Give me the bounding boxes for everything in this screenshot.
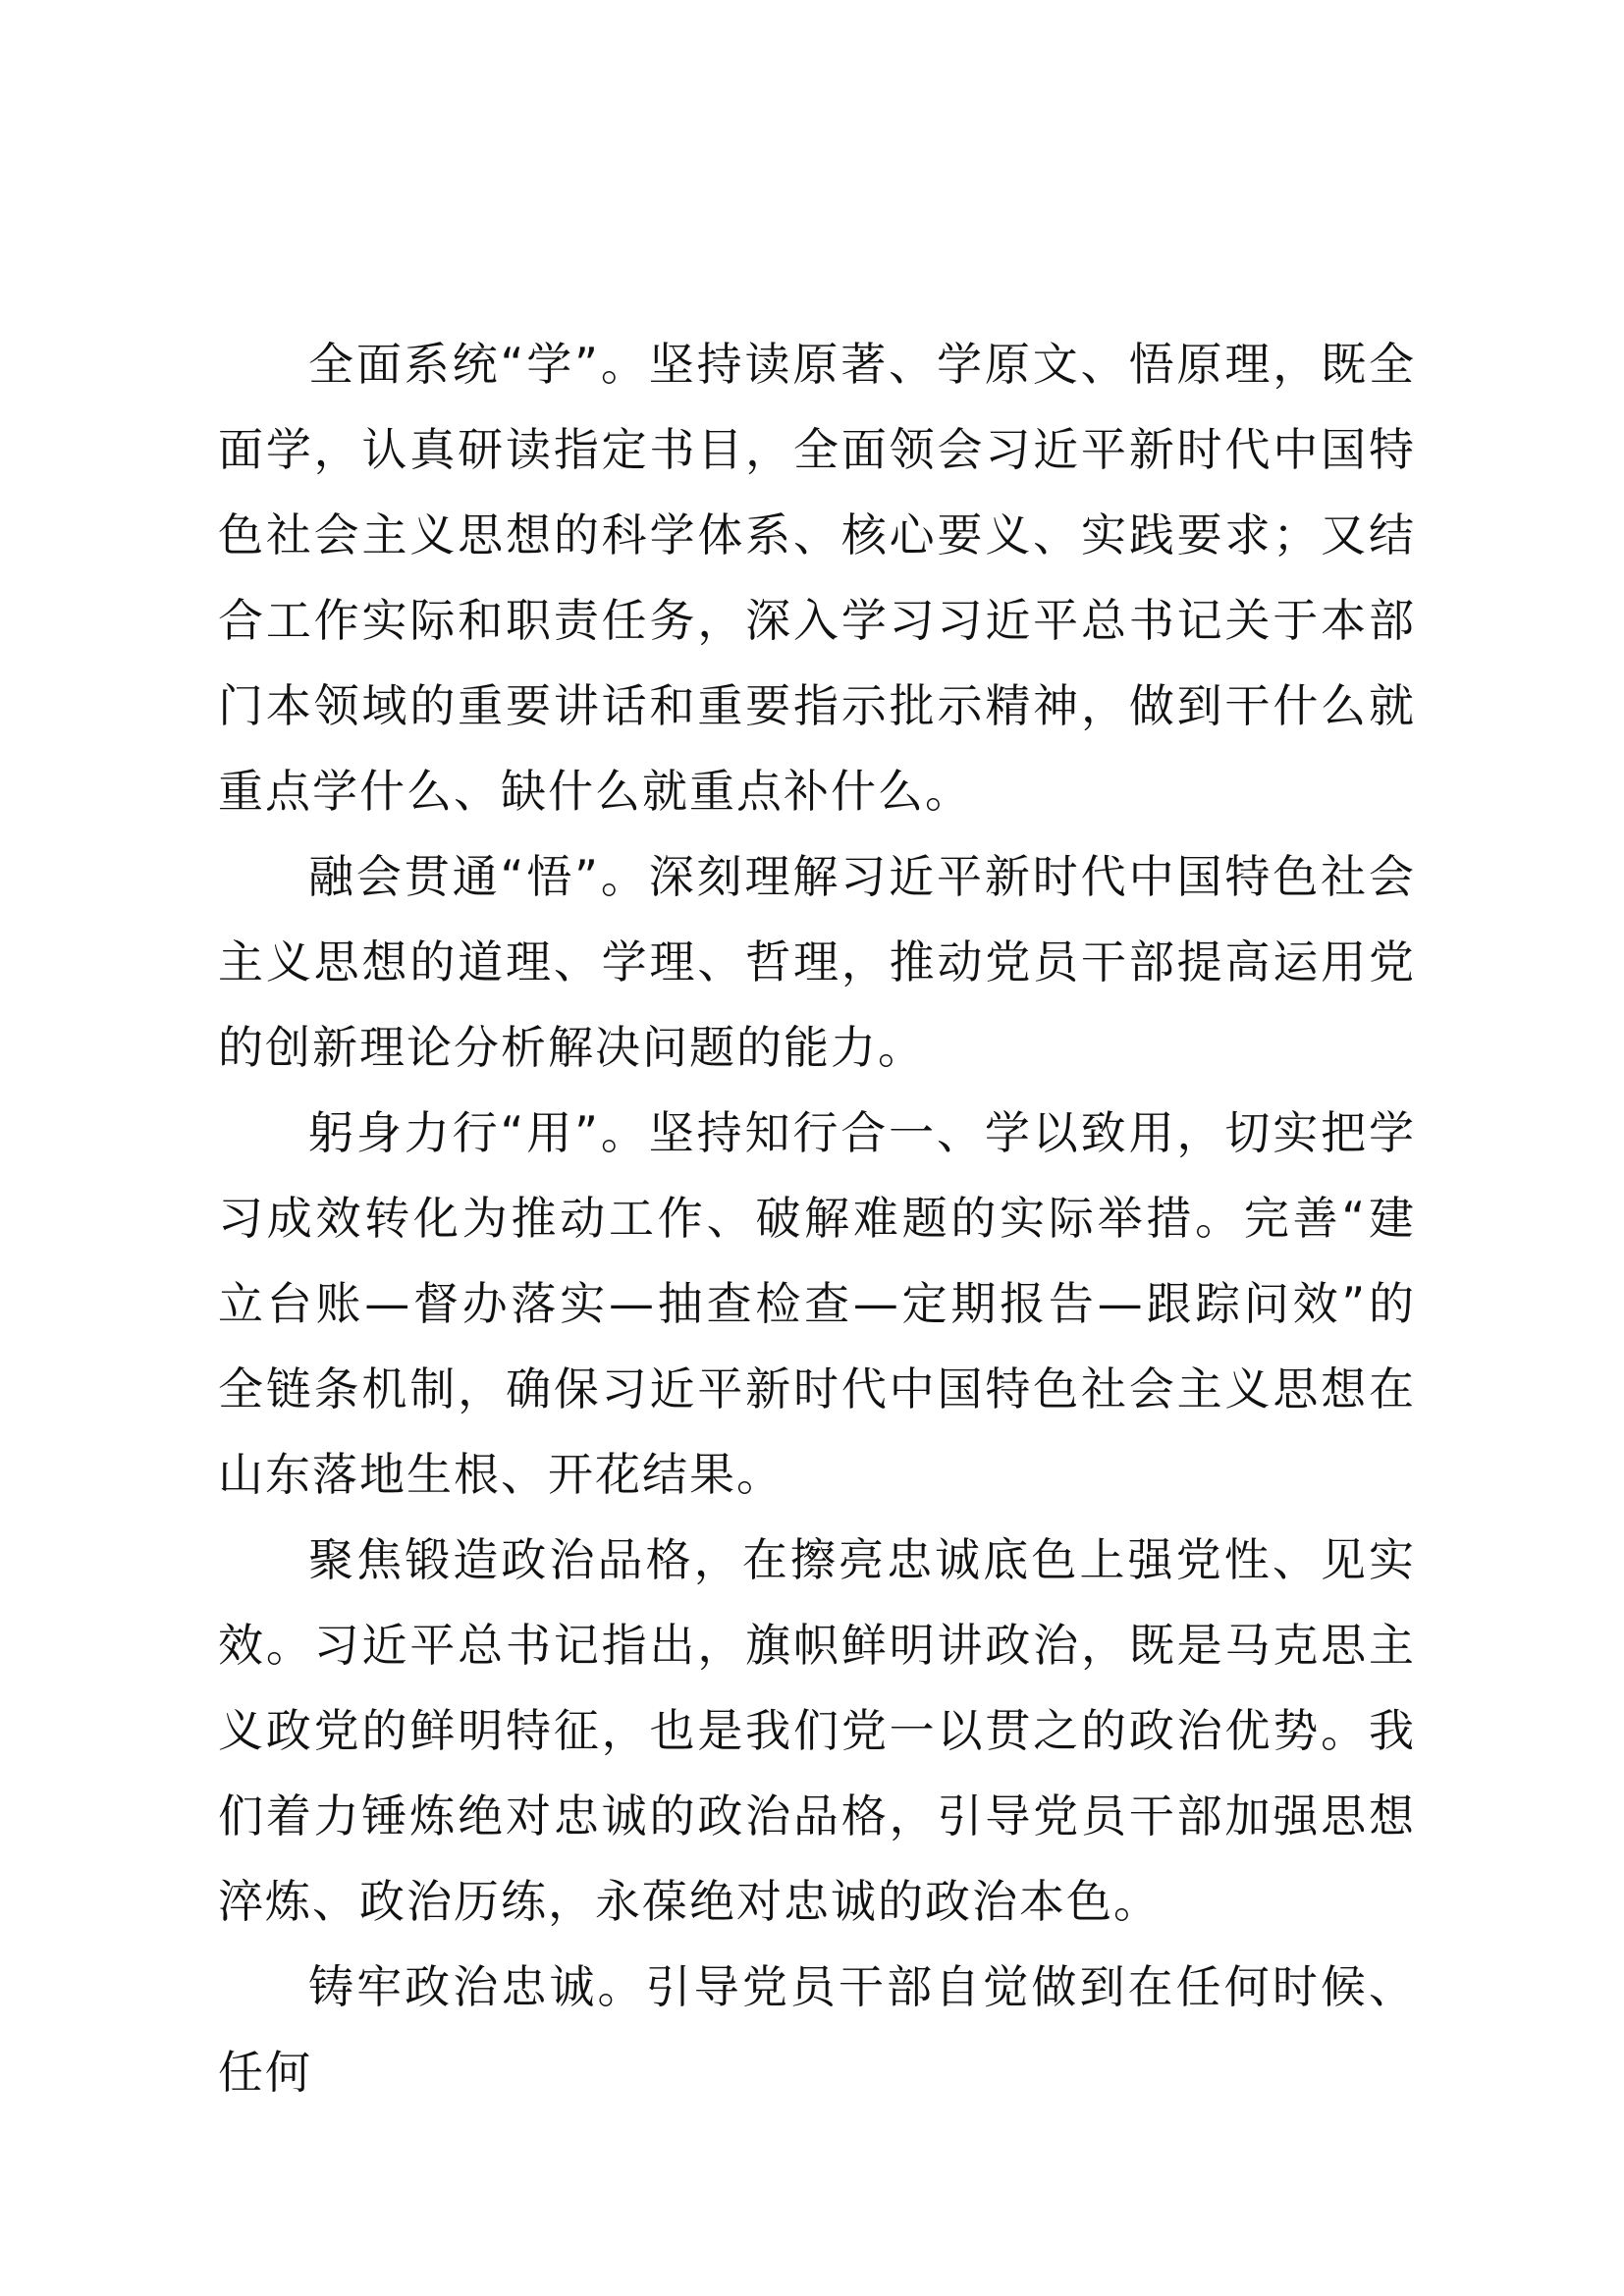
paragraph-apply: 躬身力行“用”。坚持知行合一、学以致用，切实把学习成效转化为推动工作、破解难题的实际举措。完善“建立台账—督办落实—抽查检查—定期报告—跟踪问效”的全链条机制，确保习近平新时代中国特色社会主义思想在山东落地生根、开花结果。 bbox=[218, 1106, 1416, 1501]
paragraph-political-character: 聚焦锻造政治品格，在擦亮忠诚底色上强党性、见实效。习近平总书记指出，旗帜鲜明讲政治，既是马克思主义政党的鲜明特征，也是我们党一以贯之的政治优势。我们着力锤炼绝对忠诚的政治品格，引导党员干部加强思想淬炼、政治历练，永葆绝对忠诚的政治本色。 bbox=[218, 1533, 1416, 1928]
document-body bbox=[218, 322, 1416, 2115]
paragraph-political-loyalty: 铸牢政治忠诚。引导党员干部自觉做到在任何时候、任何 bbox=[218, 1960, 1416, 2099]
paragraph-study: 全面系统“学”。坚持读原著、学原文、悟原理，既全面学，认真研读指定书目，全面领会习近平新时代中国特色社会主义思想的科学体系、核心要义、实践要求；又结合工作实际和职责任务，深入学习习近平总书记关于本部门本领域的重要讲话和重要指示批示精神，做到干什么就重点学什么、缺什么就重点补什么。 bbox=[218, 338, 1416, 818]
paragraph-comprehend: 融会贯通“悟”。深刻理解习近平新时代中国特色社会主义思想的道理、学理、哲理，推动党员干部提高运用党的创新理论分析解决问题的能力。 bbox=[218, 850, 1416, 1074]
